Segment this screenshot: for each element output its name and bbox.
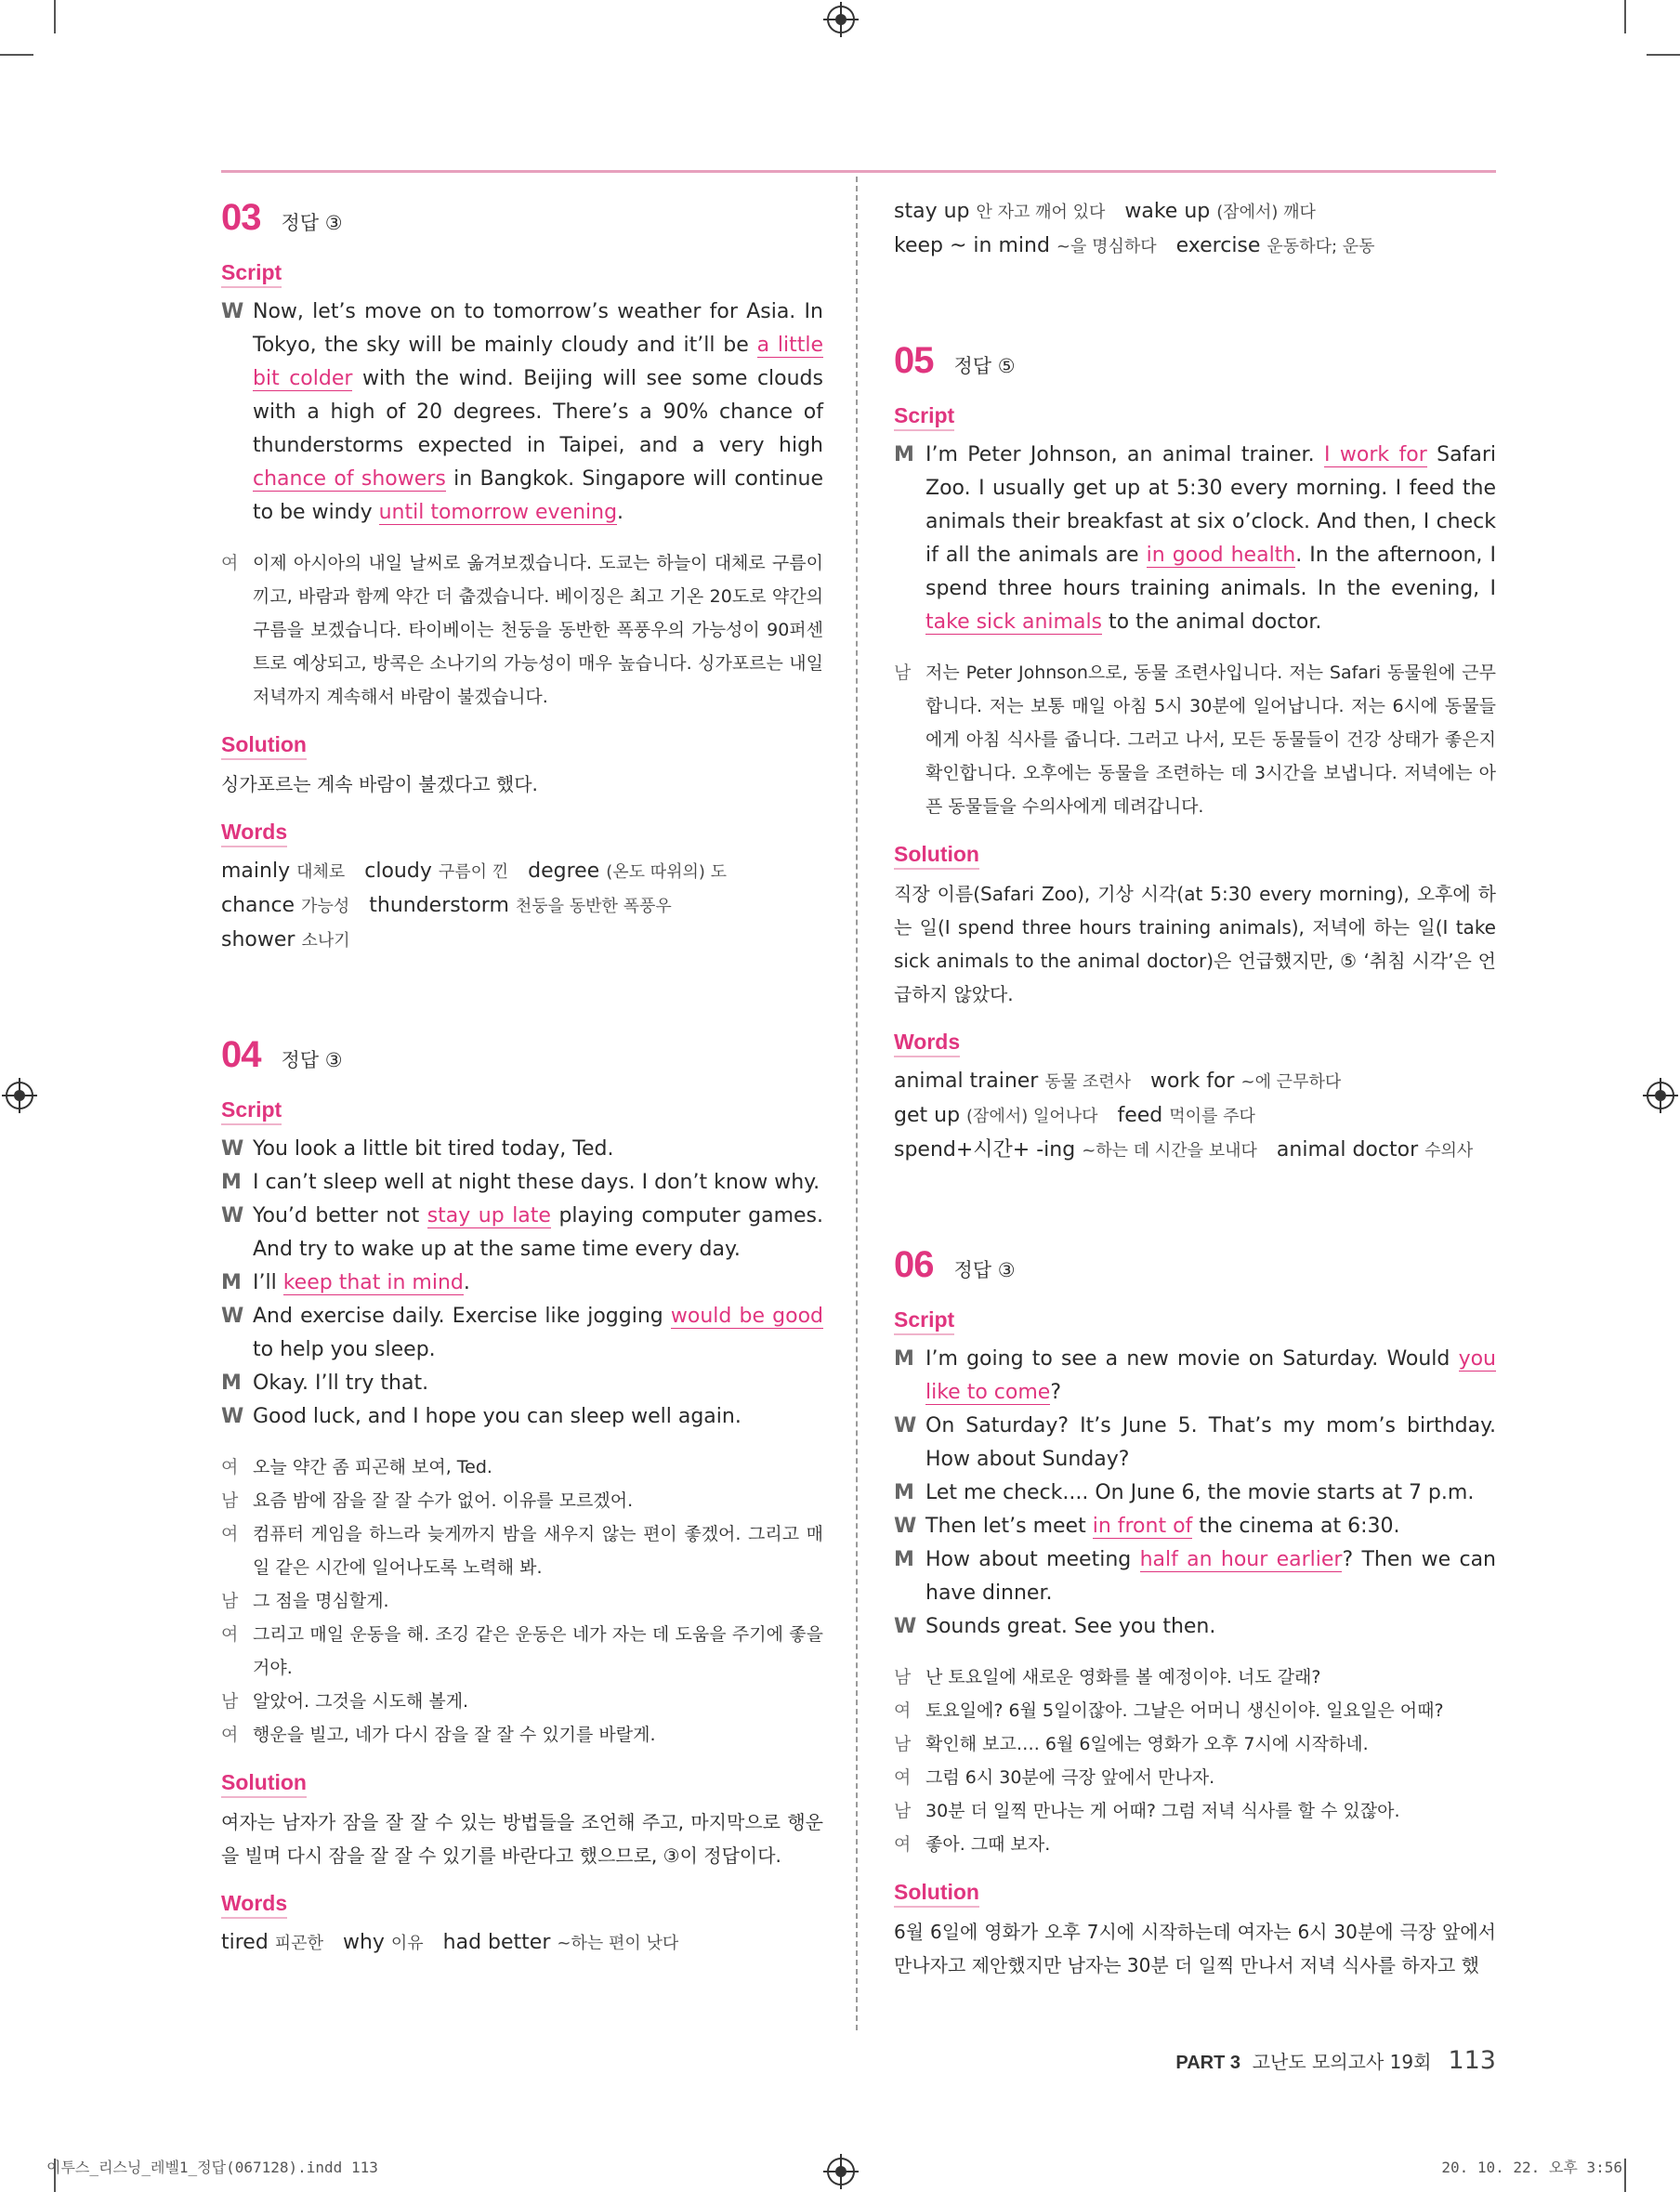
- script-line: [221, 1300, 823, 1367]
- translation-text: 요즘 밤에 잠을 잘 잘 수가 없어. 이유를 모르겠어.: [253, 1490, 634, 1511]
- underlined-phrase: keep that in mind: [282, 1271, 464, 1294]
- question-05: [894, 338, 1496, 1168]
- word-en: shower: [221, 928, 302, 952]
- script-text: [253, 295, 823, 530]
- question-06: [894, 1242, 1496, 1982]
- speaker-label: W: [221, 1204, 244, 1227]
- script-line: [894, 439, 1496, 639]
- column-divider: [856, 177, 858, 2030]
- word-en: keep ~ in mind: [894, 234, 1057, 257]
- crop-mark: [1624, 0, 1626, 33]
- footer-part: PART 3: [1175, 2053, 1240, 2073]
- speaker-label: 남: [894, 663, 912, 683]
- words-heading: Words: [894, 1028, 960, 1057]
- speaker-label: 여: [894, 1834, 912, 1855]
- words-heading: Words: [221, 818, 287, 847]
- speaker-label: 남: [221, 1591, 239, 1611]
- solution-text: 직장 이름(Safari Zoo), 기상 시각(at 5:30 every morning), 오후에 하는 일(I spend three hours training animals), 저녁에 하는 일(I take sick animals to the animal doctor)은 언급했지만, ⑤ ‘취침 시각’은 언급하지 않았다.: [894, 883, 1496, 1005]
- text-run: Then let’s meet: [925, 1515, 1093, 1538]
- underlined-phrase: until tomorrow evening: [378, 501, 618, 524]
- word-en: spend+시간+ -ing: [894, 1138, 1083, 1162]
- speaker-label: 남: [894, 1801, 912, 1821]
- script-line: [894, 1510, 1496, 1543]
- solution-text: 6월 6일에 영화가 오후 7시에 시작하는데 여자는 6시 30분에 극장 앞에서 만나자고 제안했지만 남자는 30분 더 일찍 만나서 저녁 식사를 하자고 했: [894, 1921, 1496, 1976]
- script-text: [253, 1400, 823, 1434]
- word-meaning: 소나기: [301, 931, 350, 951]
- registration-mark-icon: [827, 2158, 855, 2185]
- speaker-label: 여: [894, 1767, 912, 1788]
- script-text: [253, 1267, 823, 1300]
- speaker-label: W: [894, 1414, 917, 1437]
- text-run: playing computer games. And try to wake up at the same time every day.: [253, 1204, 823, 1261]
- script-line: [221, 1400, 823, 1434]
- speaker-label: W: [894, 1615, 917, 1638]
- speaker-label: 남: [221, 1691, 239, 1712]
- text-run: How about meeting: [925, 1548, 1140, 1571]
- script-line: [894, 1410, 1496, 1477]
- translation-text: 이제 아시아의 내일 날씨로 옮겨보겠습니다. 도쿄는 하늘이 대체로 구름이 끼고, 바람과 함께 약간 더 춥겠습니다. 베이징은 최고 기온 20도로 약간의 구름을 보겠습니다. 타이베이는 천둥을 동반한 폭풍우의 가능성이 90퍼센트로 예상되고, 방콕은 소나기의 가능성이 매우 높습니다. 싱가포르는 내일 저녁까지 계속해서 바람이 불겠습니다.: [253, 553, 823, 707]
- word-en: chance: [221, 894, 302, 917]
- script-line: [221, 1133, 823, 1166]
- speaker-label: M: [894, 1548, 914, 1571]
- text-run: You look a little bit tired today, Ted.: [253, 1137, 614, 1161]
- script-heading: Script: [894, 1306, 954, 1335]
- script-heading: Script: [221, 258, 282, 288]
- text-run: You’d better not: [253, 1204, 427, 1227]
- text-run: .: [617, 501, 624, 524]
- script-block: [221, 295, 823, 530]
- translation-line: [221, 546, 823, 714]
- answer-label: 정답 ③: [281, 212, 343, 234]
- slug-date: 20. 10. 22. 오후 3:56: [1441, 2159, 1622, 2176]
- script-block: [894, 439, 1496, 639]
- word-meaning: (잠에서) 일어나다: [966, 1107, 1098, 1126]
- translation-line: [894, 1794, 1496, 1828]
- text-run: I can’t sleep well at night these days. I don’t know why.: [253, 1171, 820, 1194]
- underlined-phrase: take sick animals: [925, 610, 1103, 634]
- word-meaning: 먹이를 주다: [1169, 1107, 1255, 1126]
- speaker-label: W: [221, 1405, 244, 1428]
- footer-title: 고난도 모의고사 19회: [1252, 2051, 1432, 2073]
- translation-text: 그 점을 명심할게.: [253, 1591, 389, 1611]
- translation-line: [894, 656, 1496, 823]
- question-number: 04: [221, 1034, 261, 1075]
- slug-filename: 이투스_리스닝_레벨1_정답(067128).indd 113: [46, 2159, 378, 2176]
- word-en: animal doctor: [1256, 1138, 1425, 1162]
- translation-text: 좋아. 그때 보자.: [925, 1834, 1051, 1855]
- speaker-label: 여: [221, 1457, 239, 1477]
- answer-label: 정답 ⑤: [953, 355, 1016, 377]
- script-block: [894, 1343, 1496, 1644]
- translation-text: 그럼 6시 30분에 극장 앞에서 만나자.: [925, 1767, 1215, 1788]
- speaker-label: W: [221, 1305, 244, 1328]
- header-rule: [221, 170, 1496, 173]
- translation-line: [221, 1718, 823, 1752]
- word-en: animal trainer: [894, 1070, 1045, 1093]
- registration-mark-icon: [6, 1082, 33, 1109]
- translation-line: [221, 1450, 823, 1484]
- words-heading: Words: [221, 1889, 287, 1919]
- word-meaning: (잠에서) 깨다: [1216, 203, 1316, 222]
- word-list: [221, 855, 823, 958]
- word-en: tired: [221, 1931, 275, 1954]
- translation-text: 토요일에? 6월 5일이잖아. 그날은 어머니 생신이야. 일요일은 어때?: [925, 1700, 1444, 1721]
- text-run: to the animal doctor.: [1102, 610, 1322, 634]
- underlined-phrase: stay up late: [427, 1204, 551, 1227]
- crop-mark: [54, 0, 56, 33]
- word-meaning: ~에 근무하다: [1240, 1072, 1342, 1092]
- question-number: 06: [894, 1244, 934, 1285]
- translation-line: [221, 1584, 823, 1618]
- word-row: [221, 924, 823, 958]
- word-en: mainly: [221, 860, 297, 883]
- translation-block: [221, 1450, 823, 1752]
- speaker-label: 여: [221, 1624, 239, 1645]
- translation-text: 행운을 빌고, 네가 다시 잠을 잘 잘 수 있기를 바랄게.: [253, 1725, 656, 1745]
- word-meaning: 수의사: [1424, 1141, 1474, 1161]
- script-text: [925, 1477, 1496, 1510]
- word-meaning: 피곤한: [274, 1934, 323, 1953]
- script-line: [221, 1267, 823, 1300]
- speaker-label: W: [894, 1515, 917, 1538]
- word-meaning: 천둥을 동반한 폭풍우: [515, 897, 672, 916]
- translation-line: [221, 1517, 823, 1584]
- translation-line: [221, 1484, 823, 1517]
- underlined-phrase: in front of: [1092, 1515, 1193, 1538]
- word-en: feed: [1097, 1104, 1170, 1127]
- translation-text: 오늘 약간 좀 피곤해 보여, Ted.: [253, 1457, 492, 1477]
- script-text: [925, 1410, 1496, 1477]
- translation-text: 저는 Peter Johnson으로, 동물 조련사입니다. 저는 Safari 동물원에 근무합니다. 저는 보통 매일 아침 5시 30분에 일어납니다. 저는 6시에 동물들에게 아침 식사를 줍니다. 그러고 나서, 모든 동물들이 건강 상태가 좋은지 확인합니다. 오후에는 동물을 조련하는 데 3시간을 보냅니다. 저녁에는 아픈 동물들을 수의사에게 데려갑니다.: [925, 663, 1496, 817]
- word-meaning: ~하는 데 시간을 보내다: [1082, 1141, 1257, 1161]
- text-run: Now, let’s move on to tomorrow’s weather for Asia. In Tokyo, the sky will be mainly cloudy and it’ll be: [253, 300, 823, 357]
- word-row: [894, 230, 1496, 264]
- registration-mark-icon: [827, 6, 855, 33]
- word-en: work for: [1131, 1070, 1241, 1093]
- word-en: cloudy: [345, 860, 439, 883]
- speaker-label: M: [894, 1481, 914, 1504]
- text-run: .: [463, 1271, 470, 1294]
- underlined-phrase: would be good: [670, 1305, 824, 1328]
- word-en: wake up: [1105, 200, 1217, 223]
- translation-line: [894, 1660, 1496, 1694]
- word-list: [894, 1065, 1496, 1168]
- script-line: [894, 1543, 1496, 1610]
- speaker-label: W: [221, 300, 244, 323]
- speaker-label: 남: [894, 1734, 912, 1754]
- word-meaning: (온도 따위의) 도: [606, 862, 728, 882]
- underlined-phrase: I work for: [1323, 443, 1427, 466]
- word-meaning: ~을 명심하다: [1056, 237, 1157, 256]
- translation-text: 그리고 매일 운동을 해. 조깅 같은 운동은 네가 자는 데 도움을 주기에 좋을 거야.: [253, 1624, 823, 1678]
- underlined-phrase: in good health: [1146, 544, 1296, 567]
- script-line: [894, 1343, 1496, 1410]
- solution-heading: Solution: [894, 1878, 979, 1908]
- script-line: [221, 295, 823, 530]
- script-heading: Script: [221, 1096, 282, 1125]
- script-line: [894, 1477, 1496, 1510]
- word-row: [894, 1134, 1496, 1168]
- translation-text: 30분 더 일찍 만나는 게 어때? 그럼 저녁 식사를 할 수 있잖아.: [925, 1801, 1400, 1821]
- page-footer: [1175, 2046, 1496, 2075]
- script-line: [221, 1200, 823, 1267]
- word-row: [894, 1065, 1496, 1099]
- word-en: why: [322, 1931, 391, 1954]
- word-meaning: 안 자고 깨어 있다: [976, 203, 1106, 222]
- word-meaning: 가능성: [301, 897, 350, 916]
- translation-line: [894, 1761, 1496, 1794]
- script-text: [925, 439, 1496, 639]
- translation-text: 알았어. 그것을 시도해 볼게.: [253, 1691, 469, 1712]
- translation-line: [221, 1685, 823, 1718]
- script-text: [253, 1367, 823, 1400]
- question-number: 05: [894, 340, 934, 381]
- speaker-label: 남: [221, 1490, 239, 1511]
- left-column: [221, 195, 823, 1961]
- script-text: [253, 1200, 823, 1267]
- solution-text: 여자는 남자가 잠을 잘 잘 수 있는 방법들을 조언해 주고, 마지막으로 행운을 빌며 다시 잠을 잘 잘 수 있기를 바란다고 했으므로, ③이 정답이다.: [221, 1811, 823, 1867]
- solution-text: 싱가포르는 계속 바람이 불겠다고 했다.: [221, 773, 538, 795]
- speaker-label: 여: [894, 1700, 912, 1721]
- solution-heading: Solution: [221, 730, 307, 760]
- script-line: [221, 1166, 823, 1200]
- word-list-continued: [894, 195, 1496, 264]
- word-meaning: 운동하다; 운동: [1267, 237, 1375, 256]
- text-run: Let me check.... On June 6, the movie starts at 7 p.m.: [925, 1481, 1475, 1504]
- script-line: [894, 1610, 1496, 1644]
- translation-text: 확인해 보고…. 6월 6일에는 영화가 오후 7시에 시작하네.: [925, 1734, 1369, 1754]
- word-en: stay up: [894, 200, 977, 223]
- solution-heading: Solution: [894, 840, 979, 870]
- word-row: [894, 195, 1496, 230]
- word-meaning: ~하는 편이 낫다: [557, 1934, 679, 1953]
- script-text: [925, 1610, 1496, 1644]
- translation-line: [894, 1727, 1496, 1761]
- word-row: [221, 855, 823, 889]
- text-run: . In the afternoon, I spend three hours training animals. In the evening, I: [925, 544, 1496, 600]
- word-row: [221, 1926, 823, 1961]
- text-run: to help you sleep.: [253, 1338, 436, 1361]
- speaker-label: M: [221, 1171, 242, 1194]
- script-text: [925, 1510, 1496, 1543]
- answer-label: 정답 ③: [953, 1259, 1016, 1281]
- crop-mark: [1647, 54, 1680, 56]
- answer-label: 정답 ③: [281, 1049, 343, 1071]
- text-run: I’ll: [253, 1271, 283, 1294]
- text-run: I’m going to see a new movie on Saturday. Would: [925, 1347, 1459, 1371]
- text-run: Safari Zoo. I usually get up at 5:30 every morning. I feed the animals their breakfast at six o’clock. And then, I check if all the animals are: [925, 443, 1496, 567]
- text-run: Sounds great. See you then.: [925, 1615, 1216, 1638]
- text-run: Good luck, and I hope you can sleep well again.: [253, 1405, 742, 1428]
- script-text: [925, 1543, 1496, 1610]
- word-en: exercise: [1156, 234, 1267, 257]
- speaker-label: 여: [221, 553, 239, 573]
- word-en: get up: [894, 1104, 967, 1127]
- registration-mark-icon: [1647, 1082, 1674, 1109]
- script-line: [221, 1367, 823, 1400]
- translation-line: [221, 1618, 823, 1685]
- script-text: [253, 1133, 823, 1166]
- word-meaning: 구름이 낀: [438, 862, 509, 882]
- text-run: the cinema at 6:30.: [1192, 1515, 1400, 1538]
- speaker-label: M: [894, 1347, 914, 1371]
- text-run: I’m Peter Johnson, an animal trainer.: [925, 443, 1324, 466]
- translation-block: [221, 546, 823, 714]
- underlined-phrase: a little bit colder: [253, 334, 823, 390]
- speaker-label: 여: [221, 1524, 239, 1544]
- word-meaning: 이유: [390, 1934, 424, 1953]
- text-run: On Saturday? It’s June 5. That’s my mom’s birthday. How about Sunday?: [925, 1414, 1496, 1471]
- script-text: [925, 1343, 1496, 1410]
- speaker-label: 여: [221, 1725, 239, 1745]
- script-heading: Script: [894, 401, 954, 431]
- word-en: degree: [508, 860, 607, 883]
- script-block: [221, 1133, 823, 1434]
- speaker-label: 남: [894, 1667, 912, 1687]
- word-meaning: 대체로: [296, 862, 346, 882]
- question-03: [221, 195, 823, 958]
- script-text: [253, 1166, 823, 1200]
- translation-text: 컴퓨터 게임을 하느라 늦게까지 밤을 새우지 않는 편이 좋겠어. 그리고 매일 같은 시간에 일어나도록 노력해 봐.: [253, 1524, 823, 1578]
- translation-line: [894, 1828, 1496, 1861]
- word-en: thunderstorm: [349, 894, 516, 917]
- text-run: in Bangkok. Singapore will continue to be windy: [253, 467, 823, 524]
- speaker-label: W: [221, 1137, 244, 1161]
- word-row: [221, 889, 823, 924]
- text-run: with the wind. Beijing will see some clouds with a high of 20 degrees. There’s a 90% chance of thunderstorms expected in Taipei, and a very high: [253, 367, 823, 457]
- translation-text: 난 토요일에 새로운 영화를 볼 예정이야. 너도 갈래?: [925, 1667, 1321, 1687]
- translation-block: [894, 656, 1496, 823]
- speaker-label: M: [894, 443, 914, 466]
- text-run: And exercise daily. Exercise like jogging: [253, 1305, 671, 1328]
- underlined-phrase: half an hour earlier: [1139, 1548, 1343, 1571]
- word-row: [894, 1099, 1496, 1134]
- word-list: [221, 1926, 823, 1961]
- solution-heading: Solution: [221, 1768, 307, 1798]
- page-number: 113: [1448, 2046, 1496, 2075]
- text-run: ?: [1050, 1381, 1061, 1404]
- question-number: 03: [221, 197, 261, 238]
- crop-mark: [1624, 2159, 1626, 2192]
- speaker-label: M: [221, 1271, 242, 1294]
- script-text: [253, 1300, 823, 1367]
- right-column: [894, 195, 1496, 1982]
- translation-line: [894, 1694, 1496, 1727]
- text-run: Okay. I’ll try that.: [253, 1372, 429, 1395]
- question-04: [221, 1032, 823, 1961]
- word-meaning: 동물 조련사: [1044, 1072, 1132, 1092]
- underlined-phrase: chance of showers: [253, 467, 446, 491]
- word-en: had better: [423, 1931, 558, 1954]
- crop-mark: [0, 54, 33, 56]
- speaker-label: M: [221, 1372, 242, 1395]
- text-run: ? Then we can have dinner.: [925, 1548, 1496, 1605]
- translation-block: [894, 1660, 1496, 1861]
- underlined-phrase: you like to come: [925, 1347, 1496, 1404]
